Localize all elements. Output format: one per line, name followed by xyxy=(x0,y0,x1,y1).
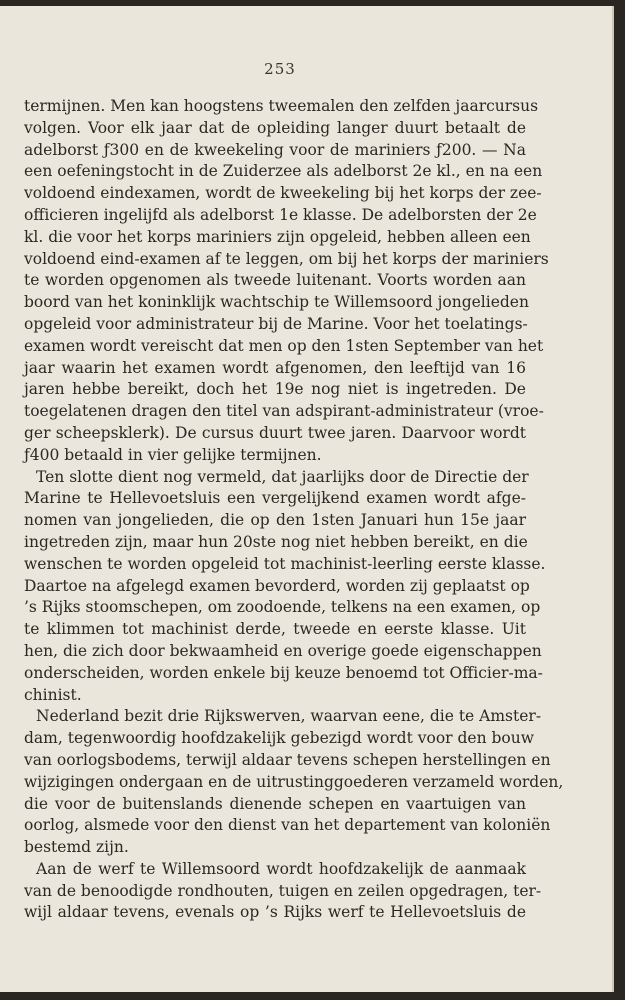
text-line: wenschen te worden opgeleid tot machinist-leerling eerste klasse. xyxy=(24,554,546,573)
text-line: die voor de buitenslands dienende schepen en vaartuigen van xyxy=(24,794,526,813)
text-line: onderscheiden, worden enkele bij keuze benoemd tot Officier-ma- xyxy=(24,663,543,682)
text-line: wijzigingen ondergaan en de uitrustinggoederen verzameld worden, xyxy=(24,772,564,791)
text-line: toegelatenen dragen den titel van adspirant-administrateur (vroe- xyxy=(24,402,544,421)
text-line: examen wordt vereischt dat men op den 1sten September van het xyxy=(24,336,544,355)
text-line: ƒ400 betaald in vier gelijke termijnen. xyxy=(24,445,322,464)
text-line: voldoend eindexamen, wordt de kweekeling bij het korps der zee- xyxy=(24,184,542,203)
text-line: kl. die voor het korps mariniers zijn opgeleid, hebben alleen een xyxy=(24,227,531,246)
text-line: een oefeningstocht in de Zuiderzee als adelborst 2e kl., en na een xyxy=(24,162,543,181)
text-line: dam, tegenwoordig hoofdzakelijk gebezigd wordt voor den bouw xyxy=(24,729,535,748)
text-line: jaar waarin het examen wordt afgenomen, den leeftijd van 16 xyxy=(24,358,526,377)
text-line: bestemd zijn. xyxy=(24,838,129,857)
book-page xyxy=(0,6,614,992)
text-line: jaren hebbe bereikt, doch het 19e nog niet is ingetreden. De xyxy=(24,380,526,399)
text-line: Marine te Hellevoetsluis een vergelijkend examen wordt afge- xyxy=(24,489,526,508)
text-line: Aan de werf te Willemsoord wordt hoofdzakelijk de aanmaak xyxy=(36,859,526,878)
text-line: te worden opgenomen als tweede luitenant. Voorts worden aan xyxy=(24,271,526,290)
text-line: hen, die zich door bekwaamheid en overige goede eigenschappen xyxy=(24,641,542,660)
text-line: ’s Rijks stoomschepen, om zoodoende, telkens na een examen, op xyxy=(24,598,541,617)
text-line: ingetreden zijn, maar hun 20ste nog niet hebben bereikt, en die xyxy=(24,532,528,551)
text-line: chinist. xyxy=(24,685,82,704)
body-text xyxy=(24,96,564,924)
text-line: Ten slotte dient nog vermeld, dat jaarlijks door de Directie der xyxy=(36,467,529,486)
text-line: oorlog, alsmede voor den dienst van het departement van koloniën xyxy=(24,816,551,835)
text-line: adelborst ƒ300 en de kweekeling voor de mariniers ƒ200. — Na xyxy=(24,140,526,159)
text-line: Daartoe na afgelegd examen bevorderd, worden zij geplaatst op xyxy=(24,576,530,595)
text-line: van de benoodigde rondhouten, tuigen en zeilen opgedragen, ter- xyxy=(24,881,542,900)
text-line: volgen. Voor elk jaar dat de opleiding langer duurt betaalt de xyxy=(24,118,526,137)
text-line: nomen van jongelieden, die op den 1sten Januari hun 15e jaar xyxy=(24,511,526,530)
text-line: termijnen. Men kan hoogstens tweemalen den zelfden jaarcursus xyxy=(24,97,539,115)
text-line: opgeleid voor administrateur bij de Marine. Voor het toelatings- xyxy=(24,314,528,333)
text-line: van oorlogsbodems, terwijl aldaar tevens schepen herstellingen en xyxy=(24,750,551,769)
page-number: 253 xyxy=(264,60,296,78)
text-line: wijl aldaar tevens, evenals op ’s Rijks werf te Hellevoetsluis de xyxy=(24,903,526,922)
text-line: voldoend eind-examen af te leggen, om bij het korps der mariniers xyxy=(24,249,549,268)
text-line: boord van het koninklijk wachtschip te Willemsoord jongelieden xyxy=(24,293,529,312)
text-line: officieren ingelijfd als adelborst 1e klasse. De adelborsten der 2e xyxy=(24,205,537,224)
text-line: te klimmen tot machinist derde, tweede en eerste klasse. Uit xyxy=(24,620,526,639)
text-line: Nederland bezit drie Rijkswerven, waarvan eene, die te Amster- xyxy=(36,707,542,726)
text-line: ger scheepsklerk). De cursus duurt twee jaren. Daarvoor wordt xyxy=(24,423,526,442)
